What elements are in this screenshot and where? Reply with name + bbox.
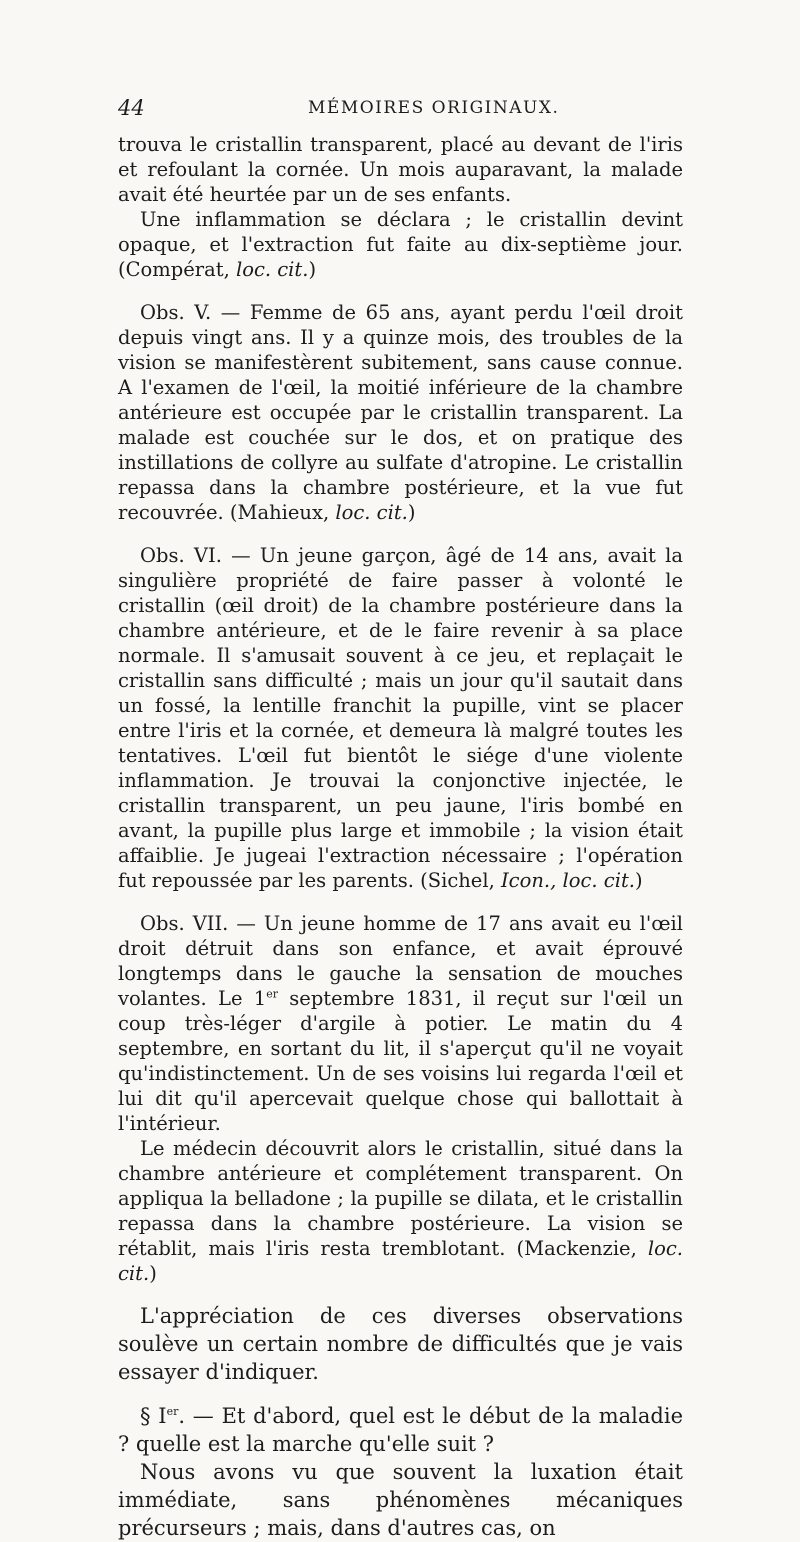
paragraph-tail: ) [407,501,416,524]
citation-ref: loc. cit. [235,258,309,281]
paragraph-text: . — Et d'abord, quel est le début de la maladie ? quelle est la marche qu'elle suit ? [118,1404,683,1456]
observation-v [118,300,683,525]
paragraph-text: trouva le cristallin transparent, placé au devant de l'iris et refoulant la cornée. Un mois auparavant, la malade avait été heurtée par un de ses enfants. [118,133,683,206]
section-heading [118,1402,683,1458]
paragraph-tail: ) [308,258,317,281]
observation-vi [118,543,683,893]
paragraph-text: Une inflammation se déclara ; le cristallin devint opaque, et l'extraction fut faite au dix-septième jour. (Compérat, [118,208,683,281]
superscript: er [266,987,278,1001]
paragraph-text: septembre 1831, il reçut sur l'œil un coup très-léger d'argile à potier. Le matin du 4 septembre, en sortant du lit, il s'aperçut qu'il ne voyait qu'indistinctement. Un de ses voisins lui regarda l'œil et lui dit qu'il apercevait quelque chose qui ballottait à l'intérieur. [118,987,683,1135]
citation-ref: Icon., loc. cit. [500,869,635,892]
paragraph-text: L'appréciation de ces diverses observations soulève un certain nombre de difficultés que je vais essayer d'indiquer. [118,1304,683,1384]
citation-ref: loc. cit. [118,1237,683,1285]
observation-vii [118,911,683,1136]
observation-vii-continued [118,1136,683,1286]
paragraph-text: Le médecin découvrit alors le cristallin, situé dans la chambre antérieure et complétement transparent. On appliqua la belladone ; la pupille se dilata, et le cristallin repassa dans la chambre postérieure. La vision se rétablit, mais l'iris resta tremblotant. (Mackenzie, [118,1137,683,1260]
discussion-intro [118,1302,683,1386]
running-title: MÉMOIRES ORIGINAUX. [308,98,560,118]
paragraph-extraction [118,207,683,282]
paragraph-text: Obs. VII. — Un jeune homme de 17 ans avait eu l'œil droit détruit dans son enfance, et avait éprouvé longtemps dans le gauche la sensation de mouches volantes. Le 1 [118,912,683,1010]
paragraph-tail: ) [149,1262,157,1285]
page-number: 44 [118,96,145,120]
paragraph-tail: ) [635,869,643,892]
paragraph-last [118,1458,683,1542]
paragraph-continuation [118,132,683,207]
superscript: er [166,1405,179,1418]
paragraph-text: Obs. V. — Femme de 65 ans, ayant perdu l'œil droit depuis vingt ans. Il y a quinze mois, des troubles de la vision se manifestèrent subitement, sans cause connue. A l'examen de l'œil, la moitié inférieure de la chambre antérieure est occupée par le cristallin transparent. La malade est couchée sur le dos, et on pratique des instillations de collyre au sulfate d'atropine. Le cristallin repassa dans la chambre postérieure, et la vue fut recouvrée. (Mahieux, [118,301,683,524]
section-marker: § I [140,1404,167,1428]
paragraph-text: Obs. VI. — Un jeune garçon, âgé de 14 ans, avait la singulière propriété de faire passer à volonté le cristallin (œil droit) de la chambre postérieure dans la chambre antérieure, et de le faire revenir à sa place normale. Il s'amusait souvent à ce jeu, et replaçait le cristallin sans difficulté ; mais un jour qu'il sautait dans un fossé, la lentille franchit la pupille, vint se placer entre l'iris et la cornée, et demeura là malgré toutes les tentatives. L'œil fut bientôt le siége d'une violente inflammation. Je trouvai la conjonctive injectée, le cristallin transparent, un peu jaune, l'iris bombé en avant, la pupille plus large et immobile ; la vision était affaiblie. Je jugeai l'extraction nécessaire ; l'opération fut repoussée par les parents. (Sichel, [118,544,683,892]
paragraph-text: Nous avons vu que souvent la luxation était immédiate, sans phénomènes mécaniques précurseurs ; mais, dans d'autres cas, on [118,1460,683,1540]
body-text [118,132,683,1542]
citation-ref: loc. cit. [335,501,408,524]
page-header [118,96,683,126]
